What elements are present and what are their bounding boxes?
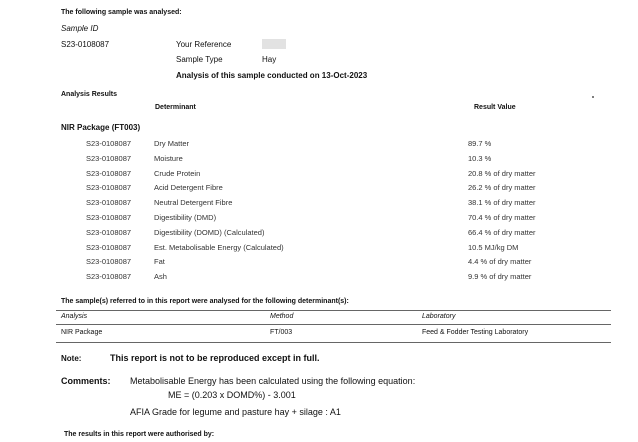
result-determinant: Dry Matter xyxy=(154,139,190,148)
methods-rule-bottom xyxy=(56,342,611,343)
result-sample-id: S23-0108087 xyxy=(86,183,132,193)
method-column-header: Method xyxy=(270,313,294,320)
afia-grade: AFIA Grade for legume and pasture hay + silage : A1 xyxy=(130,407,341,417)
result-row xyxy=(0,213,638,227)
result-row xyxy=(0,169,638,183)
result-determinant: Neutral Detergent Fibre xyxy=(154,198,233,208)
laboratory-value: Feed & Fodder Testing Laboratory xyxy=(422,329,529,336)
result-sample-id: S23-0108087 xyxy=(86,242,132,252)
result-row xyxy=(0,154,638,168)
methods-intro: The sample(s) referred to in this report were analysed for the following determinant(s): xyxy=(61,298,349,305)
result-determinant: Ash xyxy=(154,272,167,282)
comments-label: Comments: xyxy=(61,376,111,386)
result-value: 9.9 % of dry matter xyxy=(468,272,532,282)
result-sample-id: S23-0108087 xyxy=(86,272,132,282)
result-sample-id: S23-0108087 xyxy=(86,257,132,267)
redacted-reference xyxy=(262,39,286,49)
result-determinant: Moisture xyxy=(154,153,183,163)
result-row xyxy=(0,272,638,286)
result-row xyxy=(0,183,638,197)
result-sample-id: S23-0108087 xyxy=(86,153,132,163)
authorised-text: The results in this report were authorised by: xyxy=(64,431,215,438)
determinant-column-header: Determinant xyxy=(155,104,196,111)
result-value: 38.1 % of dry matter xyxy=(468,198,536,208)
result-row xyxy=(0,139,638,153)
result-value: 26.2 % of dry matter xyxy=(468,183,536,193)
result-value: 70.4 % of dry matter xyxy=(468,213,536,222)
me-equation: ME = (0.203 x DOMD%) - 3.001 xyxy=(168,390,296,400)
result-row xyxy=(0,243,638,257)
result-row xyxy=(0,257,638,271)
note-text: This report is not to be reproduced except in full. xyxy=(110,353,320,363)
result-sample-id: S23-0108087 xyxy=(86,213,132,222)
result-determinant: Digestibility (DMD) xyxy=(154,213,217,222)
result-value: 66.4 % of dry matter xyxy=(468,227,536,237)
result-determinant: Digestibility (DOMD) (Calculated) xyxy=(154,227,265,237)
package-title: NIR Package (FT003) xyxy=(61,123,141,132)
methods-rule-top xyxy=(56,310,611,311)
method-analysis-value: NIR Package xyxy=(61,329,103,336)
analysis-column-header: Analysis xyxy=(61,313,88,320)
result-determinant: Est. Metabolisable Energy (Calculated) xyxy=(154,242,284,252)
comments-line: Metabolisable Energy has been calculated using the following equation: xyxy=(130,376,416,386)
result-value: 89.7 % xyxy=(468,139,492,148)
methods-rule-header xyxy=(56,324,611,325)
analysis-date-text: Analysis of this sample conducted on 13-Oct-2023 xyxy=(176,71,368,80)
result-value: 10.3 % xyxy=(468,153,492,163)
result-determinant: Acid Detergent Fibre xyxy=(154,183,223,193)
sample-id-label: Sample ID xyxy=(61,24,99,33)
result-sample-id: S23-0108087 xyxy=(86,227,132,237)
method-code-value: FT/003 xyxy=(270,329,293,336)
result-row xyxy=(0,198,638,212)
result-sample-id: S23-0108087 xyxy=(86,198,132,208)
result-determinant: Fat xyxy=(154,257,165,267)
result-sample-id: S23-0108087 xyxy=(86,168,132,178)
laboratory-column-header: Laboratory xyxy=(422,313,456,320)
your-reference-label: Your Reference xyxy=(176,40,232,49)
sample-type-label: Sample Type xyxy=(176,55,223,64)
result-sample-id: S23-0108087 xyxy=(86,139,132,148)
note-label: Note: xyxy=(61,354,82,363)
result-value: 20.8 % of dry matter xyxy=(468,168,536,178)
result-value: 4.4 % of dry matter xyxy=(468,257,532,267)
result-determinant: Crude Protein xyxy=(154,168,201,178)
analysis-results-label: Analysis Results xyxy=(61,91,118,98)
result-value: 10.5 MJ/kg DM xyxy=(468,242,519,252)
sample-id-value: S23-0108087 xyxy=(61,40,110,49)
scan-speck xyxy=(592,96,594,98)
intro-text: The following sample was analysed: xyxy=(61,9,182,16)
result-row xyxy=(0,228,638,242)
result-value-column-header: Result Value xyxy=(474,104,516,111)
sample-type-value: Hay xyxy=(262,55,277,64)
